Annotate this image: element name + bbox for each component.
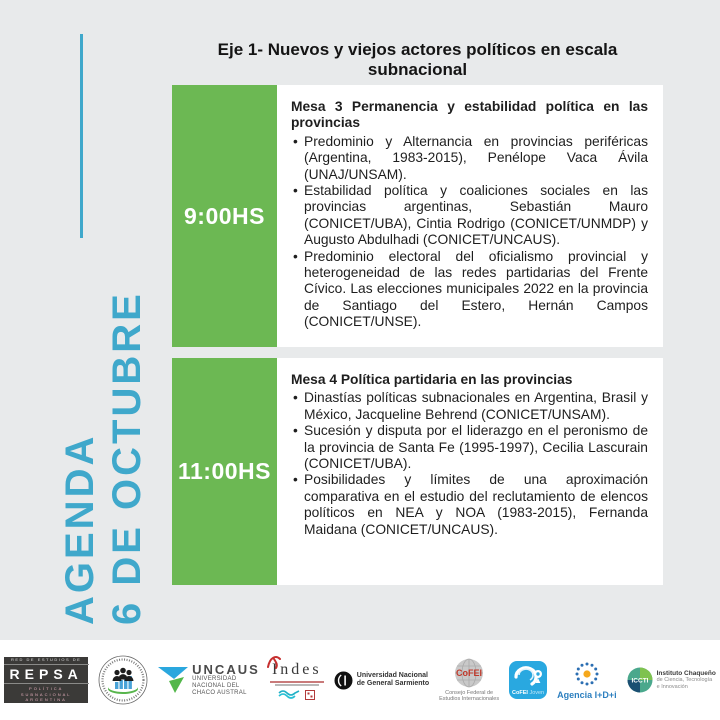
- session-row-9hs: [172, 85, 663, 347]
- repsa-logo: [4, 657, 88, 703]
- repsa-sub3: ARGENTINA: [25, 697, 67, 703]
- repsa-sub1: POLÍTICA: [29, 686, 64, 692]
- topic-text: Dinastías políticas subnacionales en Argentina, Brasil y México, Jacqueline Behrend (CONICET/UNSAM).: [304, 390, 648, 422]
- repsa-name: REPSA: [4, 664, 89, 684]
- conicet-icon: [278, 690, 300, 699]
- topic-item: [291, 423, 648, 472]
- sponsor-logos-bar: [0, 640, 720, 720]
- agenda-line2: 6 DE OCTUBRE: [105, 291, 149, 625]
- page-title: Eje 1- Nuevos y viejos actores políticos en escala subnacional: [217, 40, 618, 79]
- cofei-line1: Consejo Federal de: [445, 689, 494, 696]
- academic-seal-logo: [98, 655, 148, 705]
- indes-fineprint: [270, 681, 324, 686]
- agenda-vertical-title: [57, 247, 153, 625]
- uncaus-sub3: CHACO AUSTRAL: [192, 690, 247, 696]
- ungs-line2: de General Sarmiento: [356, 680, 430, 687]
- session-time-badge: [172, 358, 277, 585]
- ungs-logo: [334, 671, 429, 690]
- topic-item: [291, 134, 648, 183]
- repsa-sub2: SUBNACIONAL: [20, 691, 72, 697]
- ungs-icon: [334, 671, 353, 690]
- ungs-line1: Universidad Nacional: [356, 672, 428, 679]
- topic-item: [291, 472, 648, 538]
- uncaus-sub2: NACIONAL DEL: [192, 683, 240, 689]
- cofei-joven-name: CoFEI: [512, 690, 528, 696]
- svg-text:CoFEI: CoFEI: [456, 667, 483, 678]
- iccti-icon: [627, 667, 653, 693]
- iccti-line1: Instituto Chaqueño: [656, 669, 716, 677]
- session-time-label: 9:00HS: [184, 202, 265, 229]
- session-time-label: 11:00HS: [177, 458, 271, 484]
- indes-dancer-icon: [266, 653, 282, 669]
- cofei-globe-icon: [454, 658, 484, 688]
- session-time-badge: [172, 85, 277, 347]
- iccti-line2: de Ciencia, Tecnología: [656, 677, 713, 684]
- topic-text: Posibilidades y límites de una aproximación comparativa en el estudio del reclutamiento de elencos políticos en NEA y NOA (1983-2015), Fernanda Maidana (CONICET/UNCAUS).: [304, 472, 648, 537]
- cofei-line2: Estudios Internacionales: [439, 696, 500, 702]
- session-heading: Mesa 3 Permanencia y estabilidad política en las provincias: [291, 99, 648, 131]
- cofei-joven-icon: [511, 663, 545, 689]
- session-heading: Mesa 4 Política partidaria en las provincias: [291, 372, 573, 387]
- agencia-sun-icon: [573, 660, 601, 688]
- uncaus-sub1: UNIVERSIDAD: [192, 676, 237, 682]
- repsa-top-text: RED DE ESTUDIOS DE: [10, 657, 82, 663]
- topic-text: Predominio electoral del oficialismo provincial y heterogeneidad de las redes partidarias del Frente Cívico. Las elecciones municipales 2022 en la provincia de Santiago del Estero, Hernán Campos (CONICET/UNSE).: [304, 248, 648, 330]
- cofei-logo: [439, 658, 499, 703]
- session-topic-list: [291, 134, 648, 331]
- uncaus-icon: [158, 666, 188, 694]
- topic-text: Estabilidad política y coaliciones sociales en las provincias argentinas, Sebastián Mauro (CONICET/UBA), Cintia Rodrigo (CONICET/UNMDP) y Augusto Abdulhadi (CONICET/UNCAUS).: [304, 183, 648, 248]
- agencia-idi-logo: [557, 660, 617, 700]
- seal-people-icon: [98, 655, 148, 705]
- session-content: [277, 85, 663, 347]
- accent-line: [80, 34, 83, 238]
- iccti-line3: e Innovación: [656, 683, 688, 690]
- session-row-11hs: [172, 358, 663, 585]
- cofei-joven-suffix: Joven: [529, 690, 545, 696]
- uncaus-logo: [158, 663, 260, 697]
- session-content: [277, 358, 663, 585]
- indes-logo: [270, 661, 324, 700]
- topic-text: Predominio y Alternancia en provincias periféricas (Argentina, 1983-2015), Penélope Vaca Ávila (UNAJ/UNSAM).: [304, 133, 648, 182]
- unse-icon: [305, 690, 315, 700]
- agenda-line1: AGENDA: [58, 433, 102, 625]
- svg-text:ICCTI: ICCTI: [631, 677, 649, 685]
- topic-item: [291, 183, 648, 249]
- topic-item: [291, 249, 648, 331]
- indes-name: Indes: [272, 661, 322, 679]
- uncaus-name: UNCAUS: [192, 662, 260, 677]
- session-topic-list: [291, 390, 648, 538]
- iccti-logo: [627, 667, 716, 693]
- topic-text: Sucesión y disputa por el liderazgo en el peronismo de la provincia de Santa Fe (1995-1997), Cecilia Lascurain (CONICET/UBA).: [304, 423, 648, 472]
- agencia-name: Agencia I+D+i: [557, 690, 617, 700]
- cofei-joven-logo: [509, 661, 547, 699]
- topic-item: [291, 390, 648, 423]
